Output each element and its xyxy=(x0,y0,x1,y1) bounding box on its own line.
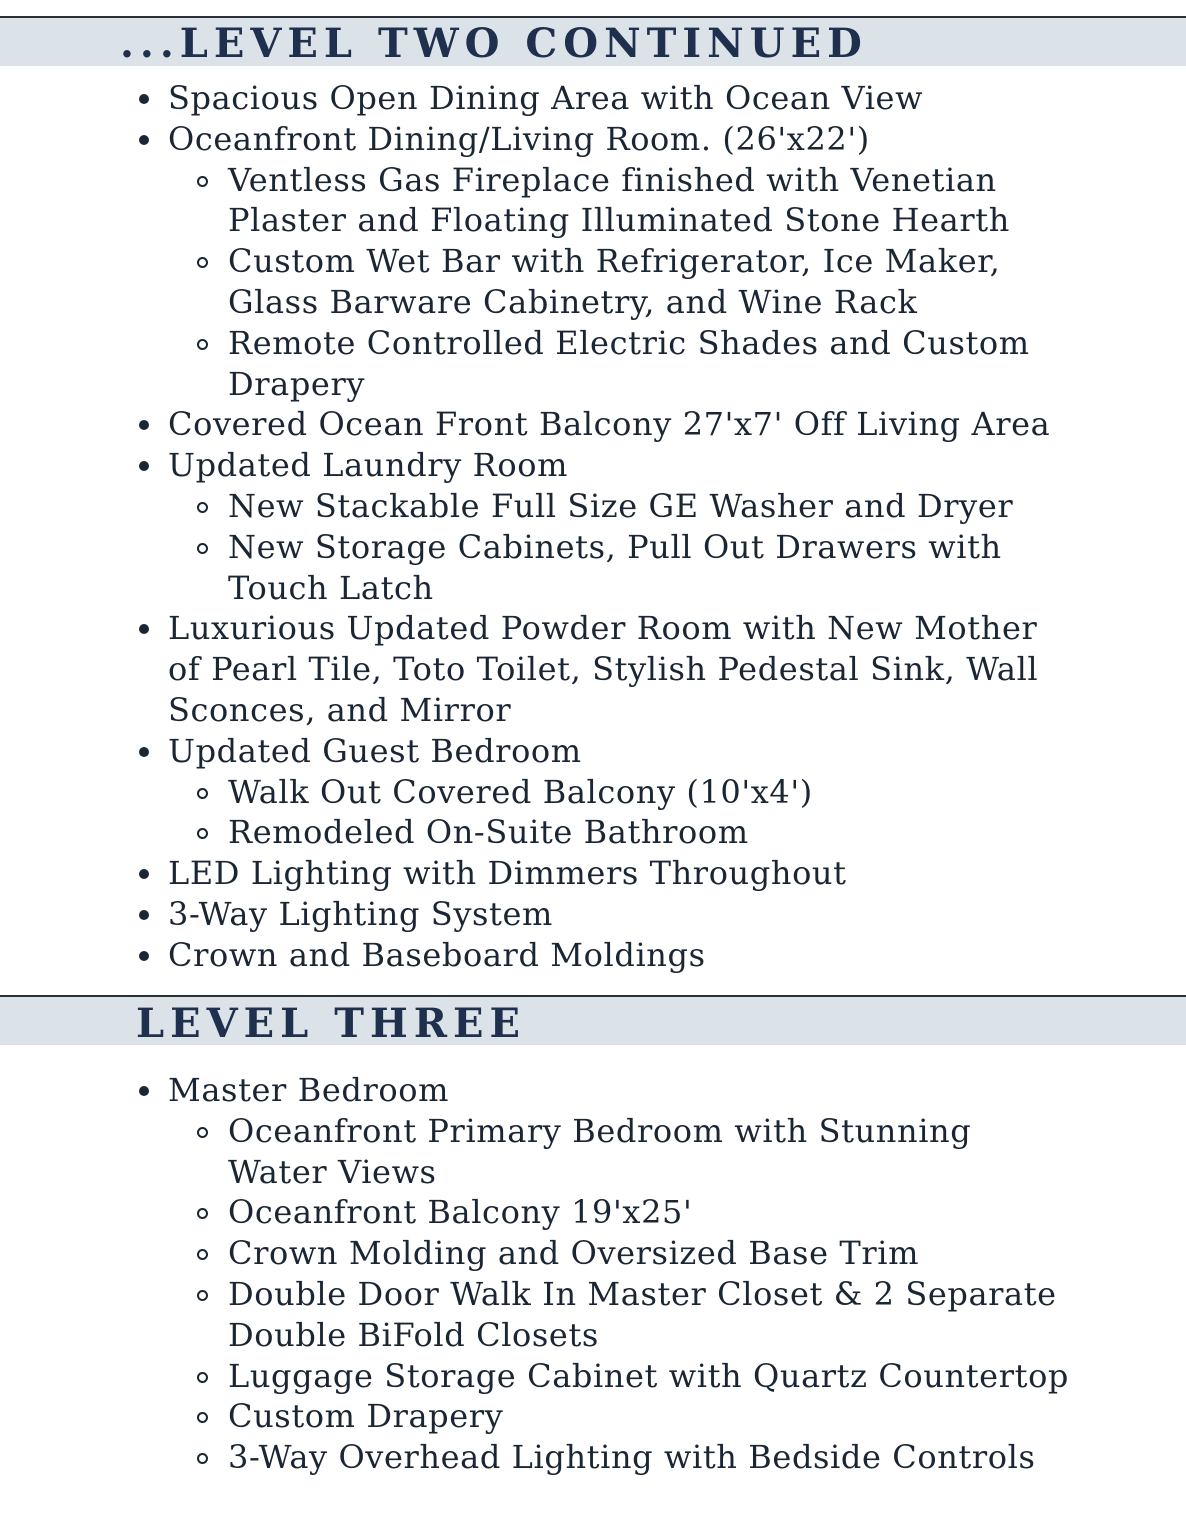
hollow-bullet-icon xyxy=(197,1249,208,1260)
hollow-bullet-icon xyxy=(197,1412,208,1423)
list-item-text-line: Plaster and Floating Illuminated Stone Hearth xyxy=(228,201,1010,240)
level-three-feature-list xyxy=(168,1070,1128,1478)
list-item-text-line: 3-Way Overhead Lighting with Bedside Controls xyxy=(228,1438,1036,1477)
list-item-text-line: of Pearl Tile, Toto Toilet, Stylish Pedestal Sink, Wall xyxy=(168,650,1039,689)
sub-list-item xyxy=(168,486,1128,527)
filled-bullet-icon xyxy=(139,420,149,430)
list-item xyxy=(168,119,1128,160)
list-item-text-line: Updated Guest Bedroom xyxy=(168,731,582,770)
list-item xyxy=(168,608,1128,730)
list-item-text-line: Luggage Storage Cabinet with Quartz Countertop xyxy=(228,1356,1070,1395)
filled-bullet-icon xyxy=(139,747,149,757)
hollow-bullet-icon xyxy=(197,257,208,268)
hollow-bullet-icon xyxy=(197,1290,208,1301)
sub-list-item xyxy=(168,1437,1128,1478)
hollow-bullet-icon xyxy=(197,1453,208,1464)
sub-list-item xyxy=(168,241,1128,323)
hollow-bullet-icon xyxy=(197,828,208,839)
filled-bullet-icon xyxy=(139,461,149,471)
list-item-text-line: Touch Latch xyxy=(228,568,434,607)
list-item xyxy=(168,78,1128,119)
filled-bullet-icon xyxy=(139,869,149,879)
sub-list-item xyxy=(168,772,1128,813)
list-item-text-line: New Storage Cabinets, Pull Out Drawers with xyxy=(228,527,1002,566)
list-item-text-line: Ventless Gas Fireplace finished with Venetian xyxy=(228,160,997,199)
list-item-text-line: Water Views xyxy=(228,1152,437,1191)
list-item-text-line: Crown Molding and Oversized Base Trim xyxy=(228,1234,920,1273)
list-item-text-line: Walk Out Covered Balcony (10'x4') xyxy=(228,772,813,811)
list-item xyxy=(168,445,1128,486)
sub-list-item xyxy=(168,160,1128,242)
list-item-text-line: New Stackable Full Size GE Washer and Dryer xyxy=(228,486,1014,525)
list-item-text-line: Double Door Walk In Master Closet & 2 Separate xyxy=(228,1274,1057,1313)
sub-list-item xyxy=(168,1274,1128,1356)
list-item-text-line: Double BiFold Closets xyxy=(228,1315,599,1354)
section-title-level-two-continued: ...LEVEL TWO CONTINUED xyxy=(120,20,868,67)
filled-bullet-icon xyxy=(139,135,149,145)
list-item-text-line: Remodeled On-Suite Bathroom xyxy=(228,813,749,852)
list-item xyxy=(168,731,1128,772)
list-item-text-line: Remote Controlled Electric Shades and Custom xyxy=(228,323,1030,362)
hollow-bullet-icon xyxy=(197,176,208,187)
hollow-bullet-icon xyxy=(197,1127,208,1138)
sub-list-item xyxy=(168,1396,1128,1437)
sub-list-item xyxy=(168,323,1128,405)
hollow-bullet-icon xyxy=(197,339,208,350)
list-item-text-line: Custom Drapery xyxy=(228,1397,504,1436)
list-item-text-line: Spacious Open Dining Area with Ocean View xyxy=(168,79,924,117)
filled-bullet-icon xyxy=(139,94,149,104)
list-item-text-line: Custom Wet Bar with Refrigerator, Ice Maker, xyxy=(228,242,1001,281)
list-item-text-line: Drapery xyxy=(228,364,366,403)
filled-bullet-icon xyxy=(139,624,149,634)
list-item-text-line: Covered Ocean Front Balcony 27'x7' Off Living Area xyxy=(168,405,1051,444)
list-item-text-line: LED Lighting with Dimmers Throughout xyxy=(168,854,847,893)
list-item xyxy=(168,935,1128,976)
hollow-bullet-icon xyxy=(197,1208,208,1219)
list-item-text-line: Crown and Baseboard Moldings xyxy=(168,935,706,974)
hollow-bullet-icon xyxy=(197,543,208,554)
hollow-bullet-icon xyxy=(197,788,208,799)
section-title-level-three: LEVEL THREE xyxy=(136,1000,526,1047)
list-item-text-line: Glass Barware Cabinetry, and Wine Rack xyxy=(228,282,918,321)
sub-list-item xyxy=(168,1192,1128,1233)
sub-list-item xyxy=(168,812,1128,853)
list-item xyxy=(168,894,1128,935)
list-item-text-line: Oceanfront Dining/Living Room. (26'x22') xyxy=(168,119,870,158)
list-item-text-line: Master Bedroom xyxy=(168,1071,450,1109)
filled-bullet-icon xyxy=(139,951,149,961)
sub-list-item xyxy=(168,527,1128,609)
sub-list-item xyxy=(168,1356,1128,1397)
hollow-bullet-icon xyxy=(197,1372,208,1383)
filled-bullet-icon xyxy=(139,1086,149,1096)
list-item-text-line: 3-Way Lighting System xyxy=(168,894,553,933)
list-item-text-line: Updated Laundry Room xyxy=(168,446,569,485)
list-item xyxy=(168,404,1128,445)
list-item xyxy=(168,1070,1128,1111)
list-item xyxy=(168,853,1128,894)
list-item-text-line: Oceanfront Balcony 19'x25' xyxy=(228,1193,693,1232)
hollow-bullet-icon xyxy=(197,502,208,513)
list-item-text-line: Luxurious Updated Powder Room with New Mother xyxy=(168,609,1038,648)
filled-bullet-icon xyxy=(139,910,149,920)
level-two-feature-list xyxy=(168,78,1128,976)
list-item-text-line: Sconces, and Mirror xyxy=(168,690,512,729)
sub-list-item xyxy=(168,1233,1128,1274)
list-item-text-line: Oceanfront Primary Bedroom with Stunning xyxy=(228,1111,972,1150)
sub-list-item xyxy=(168,1111,1128,1193)
